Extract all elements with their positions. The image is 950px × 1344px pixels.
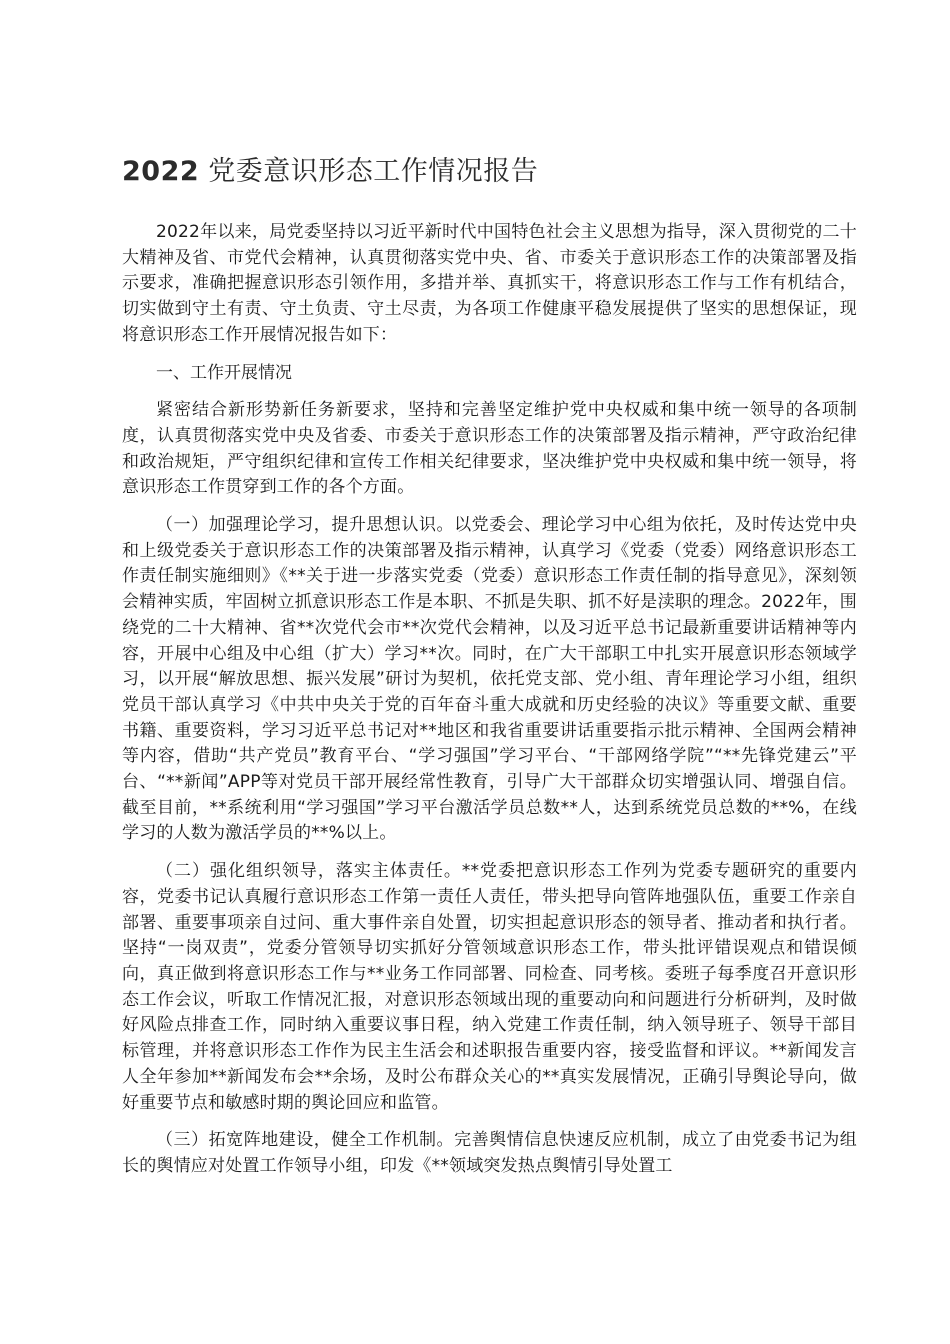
item-position-building-paragraph: （三）拓宽阵地建设，健全工作机制。完善舆情信息快速反应机制，成立了由党委书记为组长的舆情应对处置工作领导小组，印发《**领域突发热点舆情引导处置工	[122, 1130, 857, 1176]
document-title	[122, 150, 857, 194]
section-intro-paragraph: 紧密结合新形势新任务新要求，坚持和完善坚定维护党中央权威和集中统一领导的各项制度，认真贯彻落实党中央及省委、市委关于意识形态工作的决策部署及指示精神，严守政治纪律和政治规矩，严守组织纪律和宣传工作相关纪律要求，坚决维护党中央权威和集中统一领导，将意识形态工作贯穿到工作的各个方面。	[122, 400, 857, 498]
title-year: 2022	[122, 156, 200, 187]
section-heading-work-progress: 一、工作开展情况	[156, 362, 292, 383]
document-page	[122, 150, 857, 1192]
intro-paragraph: 2022年以来，局党委坚持以习近平新时代中国特色社会主义思想为指导，深入贯彻党的二十大精神及省、市党代会精神，认真贯彻落实党中央、省、市委关于意识形态工作的决策部署及指示要求，准确把握意识形态引领作用，多措并举、真抓实干，将意识形态工作与工作有机结合，切实做到守土有责、守土负责、守土尽责，为各项工作健康平稳发展提供了坚实的思想保证，现将意识形态工作开展情况报告如下：	[122, 222, 857, 345]
title-text: 党委意识形态工作情况报告	[208, 156, 539, 187]
item-organization-leadership-paragraph: （二）强化组织领导，落实主体责任。**党委把意识形态工作列为党委专题研究的重要内容，党委书记认真履行意识形态工作第一责任人责任，带头把导向管阵地强队伍，重要工作亲自部署、重要事项亲自过问、重大事件亲自处置，切实担起意识形态的领导者、推动者和执行者。坚持“一岗双责”，党委分管领导切实抓好分管领域意识形态工作，带头批评错误观点和错误倾向，真正做到将意识形态工作与**业务工作同部署、同检查、同考核。委班子每季度召开意识形态工作会议，听取工作情况汇报，对意识形态领域出现的重要动向和问题进行分析研判，及时做好风险点排查工作，同时纳入重要议事日程，纳入党建工作责任制，纳入领导班子、领导干部目标管理，并将意识形态工作作为民主生活会和述职报告重要内容，接受监督和评议。**新闻发言人全年参加**新闻发布会**余场，及时公布群众关心的**真实发展情况，正确引导舆论导向，做好重要节点和敏感时期的舆论回应和监管。	[122, 861, 857, 1113]
item-theory-study-paragraph: （一）加强理论学习，提升思想认识。以党委会、理论学习中心组为依托，及时传达党中央和上级党委关于意识形态工作的决策部署及指示精神，认真学习《党委（党委）网络意识形态工作责任制实施细则》《**关于进一步落实党委（党委）意识形态工作责任制的指导意见》，深刻领会精神实质，牢固树立抓意识形态工作是本职、不抓是失职、抓不好是渎职的理念。2022年，围绕党的二十大精神、省**次党代会市**次党代会精神，以及习近平总书记最新重要讲话精神等内容，开展中心组及中心组（扩大）学习**次。同时，在广大干部职工中扎实开展意识形态领域学习，以开展“解放思想、振兴发展”研讨为契机，依托党支部、党小组、青年理论学习小组，组织党员干部认真学习《中共中央关于党的百年奋斗重大成就和历史经验的决议》等重要文献、重要书籍、重要资料，学习习近平总书记对**地区和我省重要讲话重要指示批示精神、全国两会精神等内容，借助“共产党员”教育平台、“学习强国”学习平台、“干部网络学院”“**先锋党建云”平台、“**新闻”APP等对党员干部开展经常性教育，引导广大干部群众切实增强认同、增强自信。截至目前，**系统利用“学习强国”学习平台激活学员总数**人，达到系统党员总数的**%，在线学习的人数为激活学员的**%以上。	[122, 515, 857, 844]
